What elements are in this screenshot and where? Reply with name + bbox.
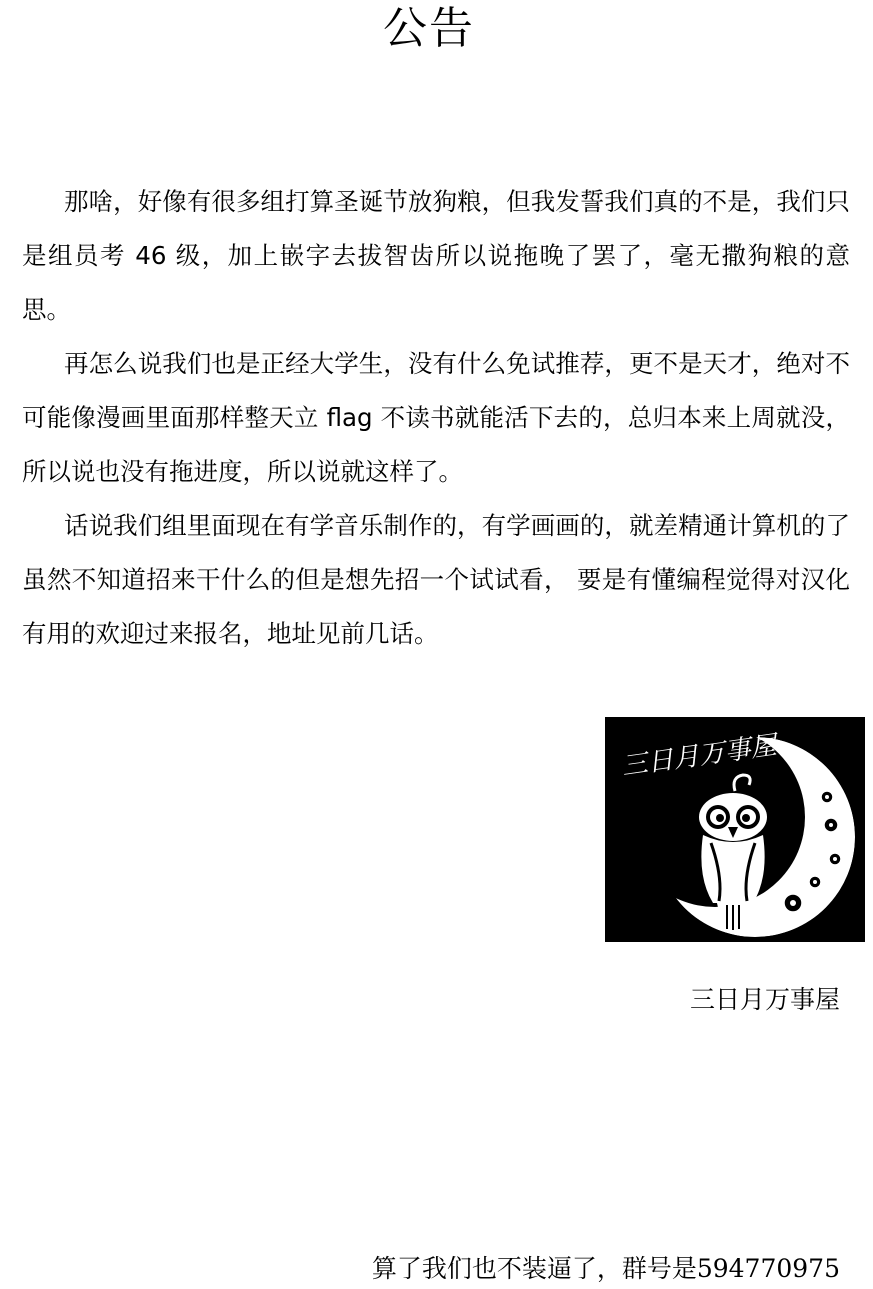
announcement-paragraph-2: 再怎么说我们也是正经大学生，没有什么免试推荐，更不是天才，绝对不可能像漫画里面那样整天立 flag 不读书就能活下去的，总归本来上周就没，所以说也没有拖进度，所以说就这样了。 (22, 349, 850, 486)
signature: 三日月万事屋 (689, 985, 840, 1014)
group-logo (605, 717, 865, 942)
logo-text: 三日月万事屋 (619, 730, 779, 782)
page-title: 公告 (383, 3, 475, 54)
owl-moon-logo-icon (605, 717, 865, 942)
footer-note: 算了我们也不装逼了，群号是594770975 (371, 1254, 840, 1283)
announcement-paragraph-3: 话说我们组里面现在有学音乐制作的，有学画画的，就差精通计算机的了虽然不知道招来干什么的但是想先招一个试试看， 要是有懂编程觉得对汉化有用的欢迎过来报名，地址见前几话。 (22, 511, 850, 648)
announcement-paragraph-1: 那啥，好像有很多组打算圣诞节放狗粮，但我发誓我们真的不是，我们只是组员考 46 级，加上嵌字去拔智齿所以说拖晚了罢了，毫无撒狗粮的意思。 (22, 187, 850, 324)
